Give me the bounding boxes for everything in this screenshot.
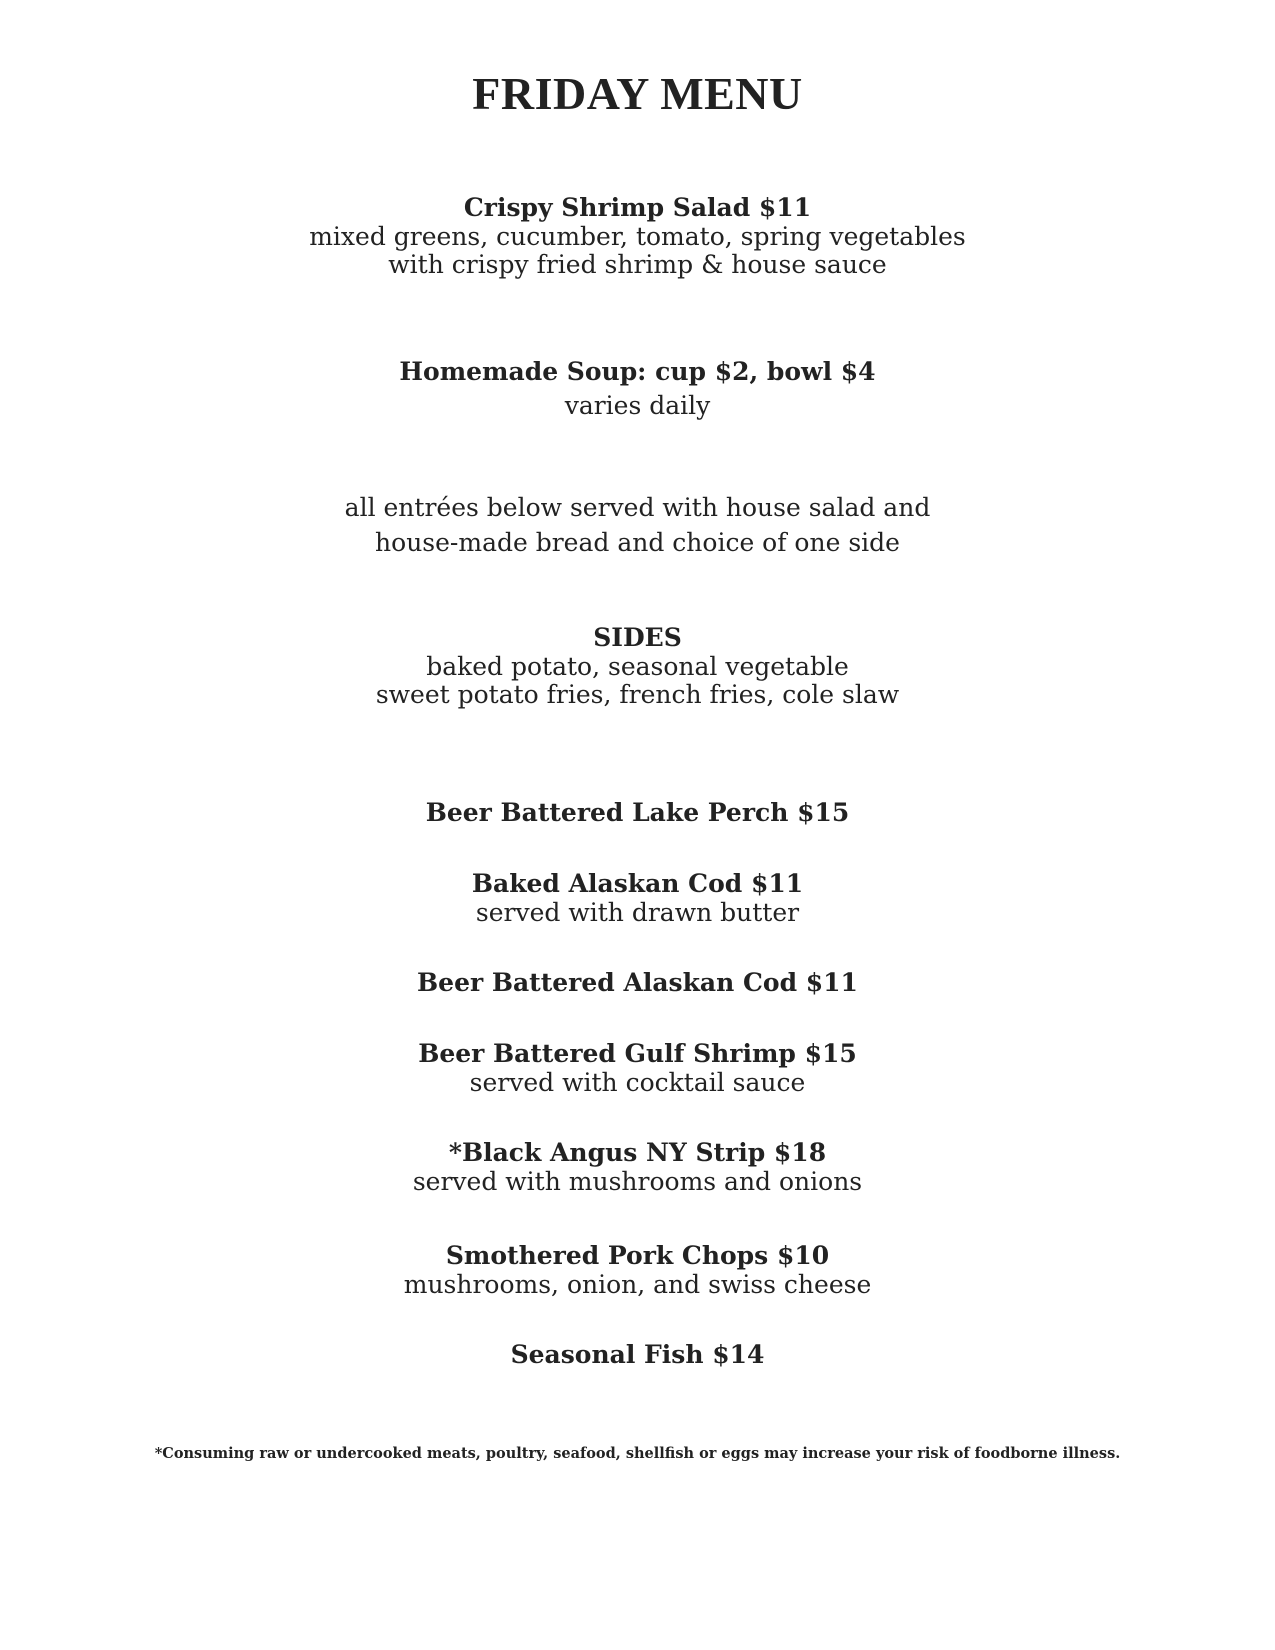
entree-name-ny-strip: *Black Angus NY Strip $18 bbox=[448, 1138, 827, 1167]
soup-description: varies daily bbox=[564, 391, 711, 420]
salad-description-line-1: mixed greens, cucumber, tomato, spring vegetables bbox=[309, 222, 966, 251]
entree-name-lake-perch: Beer Battered Lake Perch $15 bbox=[425, 798, 850, 827]
entree-name-pork-chops: Smothered Pork Chops $10 bbox=[445, 1241, 830, 1270]
entree-name-gulf-shrimp: Beer Battered Gulf Shrimp $15 bbox=[418, 1039, 857, 1068]
entree-note-line-1: all entrées below served with house salad and bbox=[344, 493, 931, 522]
entree-description-gulf-shrimp: served with cocktail sauce bbox=[469, 1068, 806, 1097]
sides-heading: SIDES bbox=[593, 623, 682, 652]
soup-name: Homemade Soup: cup $2, bowl $4 bbox=[399, 357, 876, 386]
food-safety-disclaimer: *Consuming raw or undercooked meats, poultry, seafood, shellfish or eggs may increase your risk of foodborne illness. bbox=[154, 1445, 1121, 1462]
menu-title: FRIDAY MENU bbox=[472, 68, 803, 119]
entree-description-pork-chops: mushrooms, onion, and swiss cheese bbox=[403, 1270, 872, 1299]
entree-description-baked-cod: served with drawn butter bbox=[475, 898, 800, 927]
sides-line-1: baked potato, seasonal vegetable bbox=[426, 652, 849, 681]
entree-name-seasonal-fish: Seasonal Fish $14 bbox=[510, 1340, 765, 1369]
salad-name: Crispy Shrimp Salad $11 bbox=[463, 193, 812, 222]
sides-line-2: sweet potato fries, french fries, cole slaw bbox=[375, 680, 900, 709]
salad-description-line-2: with crispy fried shrimp & house sauce bbox=[388, 250, 887, 279]
entree-name-battered-cod: Beer Battered Alaskan Cod $11 bbox=[417, 968, 858, 997]
entree-name-baked-cod: Baked Alaskan Cod $11 bbox=[471, 869, 804, 898]
entree-description-ny-strip: served with mushrooms and onions bbox=[412, 1167, 863, 1196]
entree-note-line-2: house-made bread and choice of one side bbox=[375, 528, 900, 557]
